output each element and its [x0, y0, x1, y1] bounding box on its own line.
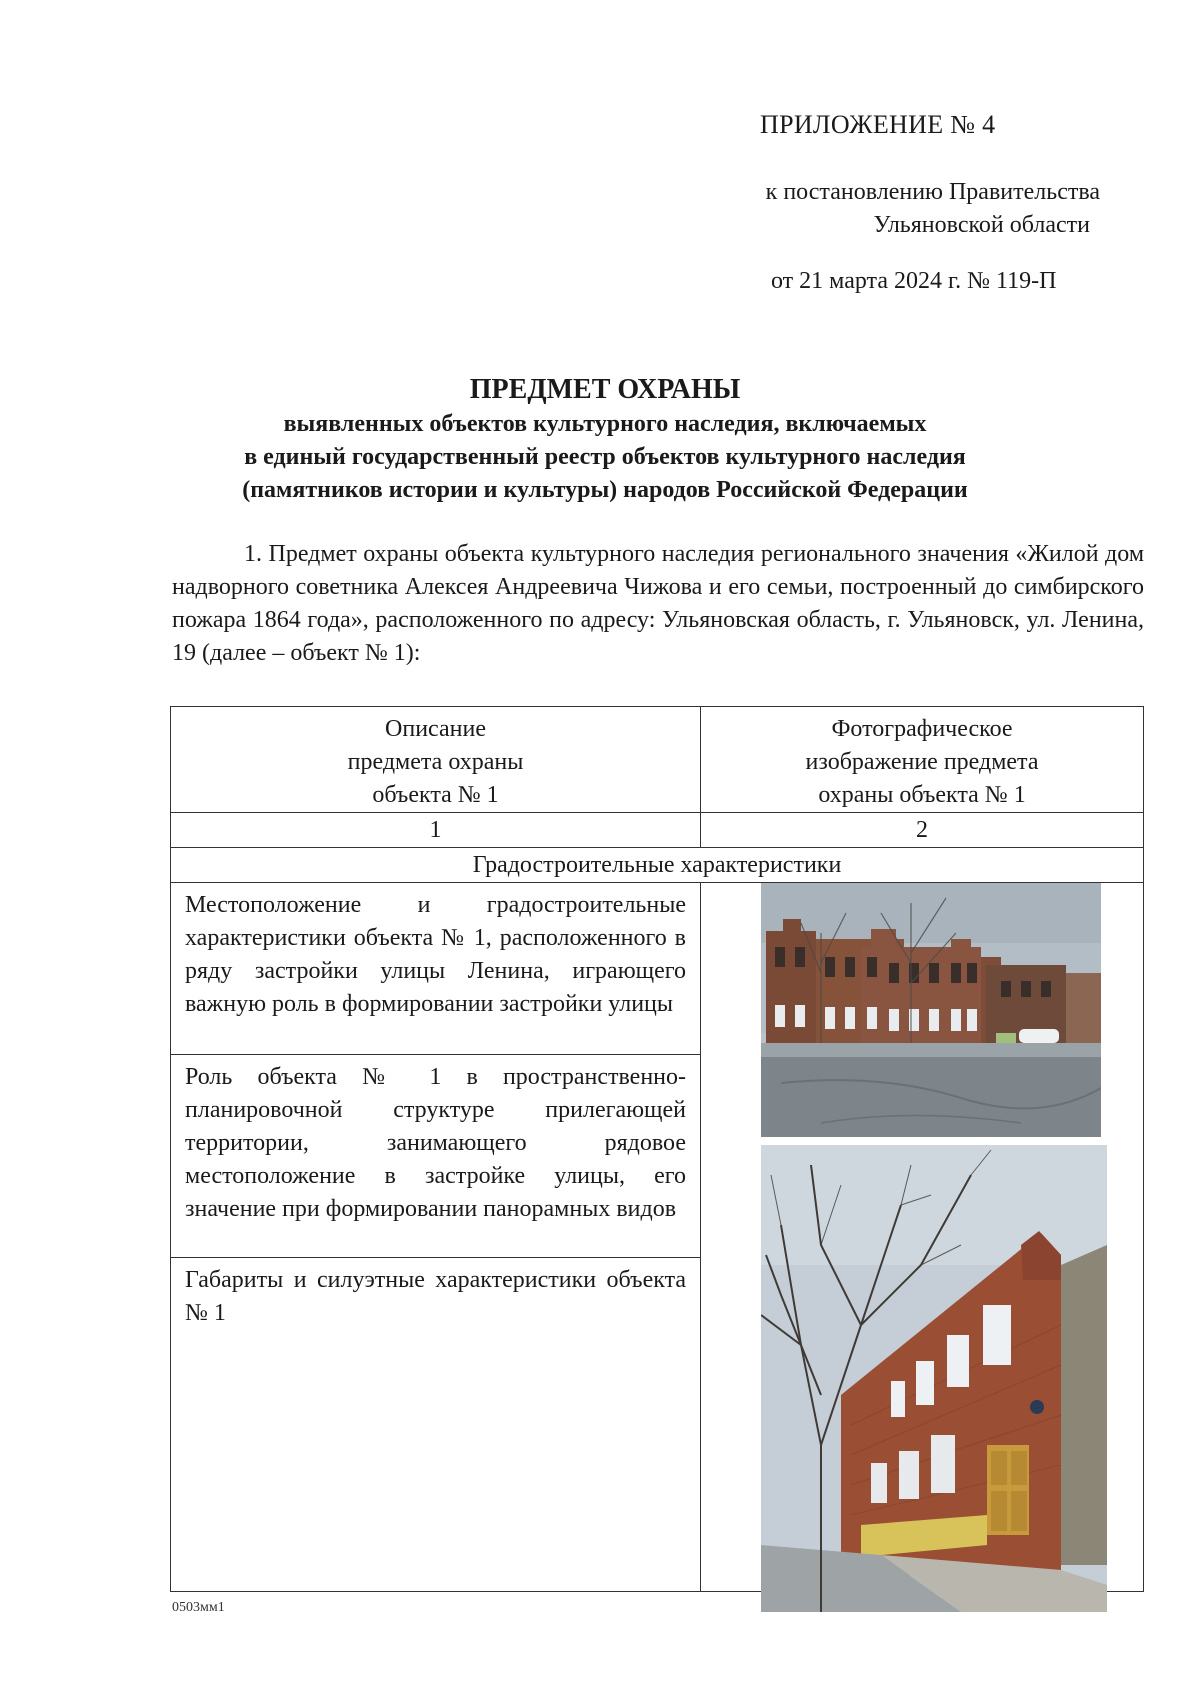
heading-subtitle-line2: в единый государственный реестр объектов культурного наследия: [244, 444, 966, 470]
row-description: Роль объекта № 1 в пространственно-планировочной структуре прилегающей территории, занимающего рядовое местоположение в застройке улицы, его значение при формировании панорамных видов: [171, 1055, 701, 1258]
protection-table: [170, 706, 1144, 1592]
appendix-date: от 21 марта 2024 г. № 119-П: [771, 268, 1057, 294]
col1-number: 1: [171, 813, 701, 848]
col1-header-line2: предмета охраны: [347, 749, 524, 775]
document-heading: [160, 372, 1050, 507]
table-row: [171, 883, 1144, 1055]
appendix-reference: [580, 176, 1100, 242]
section-title: Градостроительные характеристики: [171, 848, 1144, 883]
heading-subtitle-line3: (памятников истории и культуры) народов Российской Федерации: [242, 477, 968, 503]
heading-title: ПРЕДМЕТ ОХРАНЫ: [469, 374, 741, 405]
row-description: Местоположение и градостроительные характеристики объекта № 1, расположенного в ряду застройки улицы Ленина, играющего важную роль в формировании застройки улицы: [171, 883, 701, 1055]
appendix-title: ПРИЛОЖЕНИЕ № 4: [760, 110, 996, 139]
appendix-ref-line1: к постановлению Правительства: [765, 179, 1100, 205]
table-header-row: [171, 707, 1144, 813]
heading-subtitle-line1: выявленных объектов культурного наследия, включаемых: [283, 411, 927, 437]
col1-header-line1: Описание: [385, 716, 486, 742]
col2-number: 2: [701, 813, 1144, 848]
col2-header-line3: охраны объекта № 1: [818, 782, 1026, 808]
col1-header-line3: объекта № 1: [372, 782, 499, 808]
document-code: 0503мм1: [172, 1600, 225, 1615]
row-description: Габариты и силуэтные характеристики объекта № 1: [171, 1258, 701, 1592]
intro-text: 1. Предмет охраны объекта культурного наследия регионального значения «Жилой дом надворного советника Алексея Андреевича Чижова и его семьи, построенный до симбирского пожара 1864 года», расположенного по адресу: Ульяновская область, г. Ульяновск, ул. Ленина, 19 (далее – объект № 1):: [172, 541, 1144, 666]
building-street-photo: [761, 883, 1101, 1137]
photo-cell: [701, 883, 1144, 1592]
col1-header: [171, 707, 701, 813]
intro-paragraph: [172, 538, 1144, 670]
building-facade-photo: [761, 1145, 1107, 1612]
col2-header-line2: изображение предмета: [805, 749, 1039, 775]
table-number-row: [171, 813, 1144, 848]
col2-header: [701, 707, 1144, 813]
col2-header-line1: Фотографическое: [831, 716, 1013, 742]
appendix-ref-line2: Ульяновской области: [873, 212, 1090, 238]
table-section-row: [171, 848, 1144, 883]
